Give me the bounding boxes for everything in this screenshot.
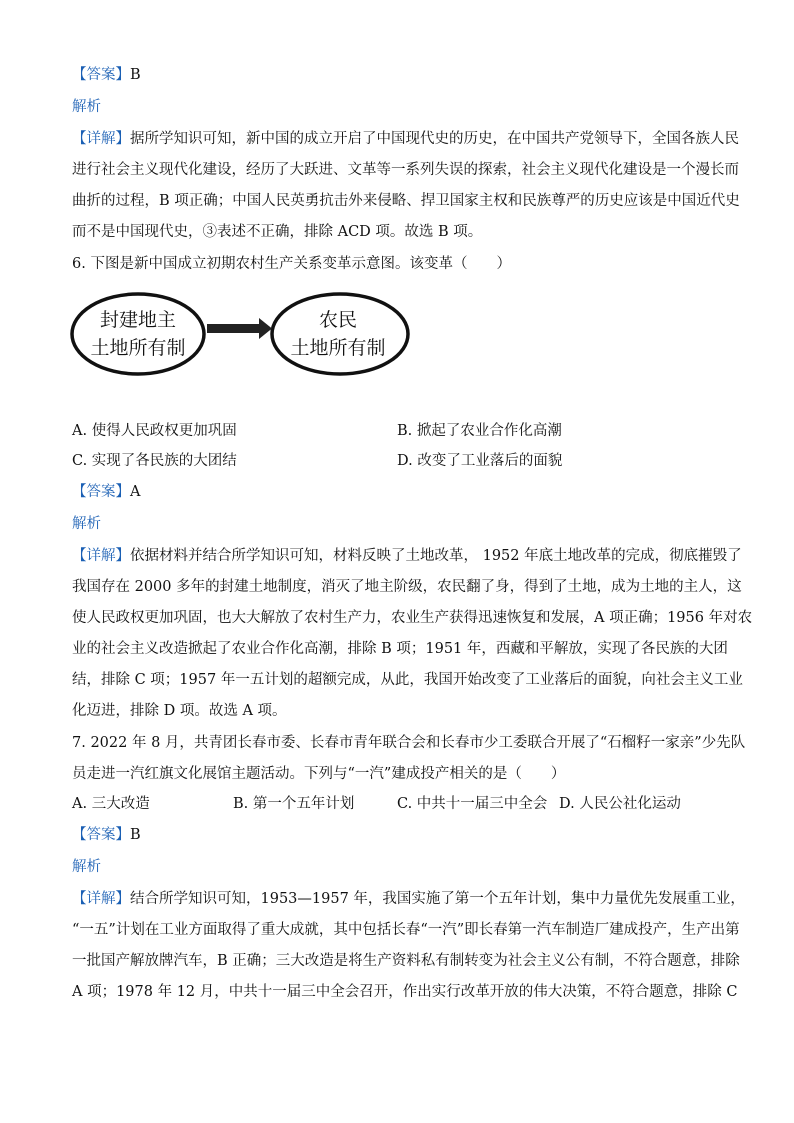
q7-detail-line-1 — [72, 889, 745, 909]
q5-detail-line-2: 进行社会主义现代化建设，经历了大跃进、文革等一系列失误的探索，社会主义现代化建设是一个漫长而 — [72, 162, 739, 178]
detail-text: 依据材料并结合所学知识可知，材料反映了土地改革， 1952 年底土地改革的完成，彻底摧毁了 — [130, 548, 742, 564]
answer-value: B — [130, 827, 141, 843]
q5-answer — [72, 65, 732, 85]
arrow-shaft — [207, 324, 260, 333]
q7-stem-line-1: 7. 2022 年 8 月，共青团长春市委、长春市青年联合会和长春市少工委联合开展了“石榴籽一家亲”少先队 — [72, 735, 746, 751]
analysis-label: 解析 — [72, 99, 101, 115]
detail-text: 结合所学知识可知，1953—1957 年，我国实施了第一个五年计划，集中力量优先发展重工业， — [130, 891, 745, 907]
q6-answer — [72, 482, 732, 502]
q6-detail-line-2: 我国存在 2000 多年的封建土地制度，消灭了地主阶级，农民翻了身，得到了土地，成为土地的主人，这 — [72, 579, 742, 595]
q5-detail-line-3: 曲折的过程，B 项正确；中国人民英勇抗击外来侵略、捍卫国家主权和民族尊严的历史应该是中国近代史 — [72, 193, 740, 209]
left-ellipse — [72, 294, 204, 374]
detail-text: 据所学知识可知，新中国的成立开启了中国现代史的历史，在中国共产党领导下，全国各族人民 — [130, 131, 739, 147]
q6-diagram — [70, 290, 415, 380]
q7-analysis-heading — [72, 857, 732, 877]
q7-detail-line-4: A 项；1978 年 12 月，中共十一届三中全会召开，作出实行改革开放的伟大决策，不符合题意，排除 C — [72, 984, 738, 1000]
q6-option-d[interactable]: D. 改变了工业落后的面貌 — [397, 453, 563, 469]
q7-answer — [72, 825, 732, 845]
q7-option-d[interactable]: D. 人民公社化运动 — [559, 796, 681, 812]
q5-detail-line-1 — [72, 129, 739, 149]
q7-option-c[interactable]: C. 中共十一届三中全会 — [397, 796, 548, 812]
q7-detail-line-2: “一五”计划在工业方面取得了重大成就，其中包括长春“一汽”即长春第一汽车制造厂建成投产，生产出第 — [72, 922, 740, 938]
q6-detail-line-5: 结，排除 C 项；1957 年一五计划的超额完成，从此，我国开始改变了工业落后的面貌，向社会主义工业 — [72, 672, 743, 688]
answer-tag: 【答案】 — [72, 67, 130, 83]
q5-analysis-heading — [72, 97, 732, 117]
right-label-1: 农民 — [318, 309, 358, 331]
q5-detail-line-4: 而不是中国现代史，③表述不正确，排除 ACD 项。故选 B 项。 — [72, 224, 483, 240]
answer-value: A — [130, 484, 141, 500]
analysis-label: 解析 — [72, 859, 101, 875]
q6-detail-line-1 — [72, 546, 742, 566]
right-label-2: 土地所有制 — [290, 337, 386, 359]
answer-tag: 【答案】 — [72, 484, 130, 500]
answer-tag: 【答案】 — [72, 827, 130, 843]
analysis-label: 解析 — [72, 516, 101, 532]
q6-option-c[interactable]: C. 实现了各民族的大团结 — [72, 453, 237, 469]
q7-detail-line-3: 一批国产解放牌汽车，B 正确；三大改造是将生产资料私有制转变为社会主义公有制，不符合题意，排除 — [72, 953, 740, 969]
q7-stem-line-2: 员走进一汽红旗文化展馆主题活动。下列与“一汽”建成投产相关的是（ ） — [72, 766, 566, 782]
q7-option-a[interactable]: A. 三大改造 — [72, 796, 150, 812]
q6-option-a[interactable]: A. 使得人民政权更加巩固 — [72, 423, 237, 439]
left-label-2: 土地所有制 — [90, 337, 186, 359]
q6-stem: 6. 下图是新中国成立初期农村生产关系变革示意图。该变革（ ） — [72, 256, 511, 272]
q6-detail-line-6: 化迈进，排除 D 项。故选 A 项。 — [72, 703, 287, 719]
q6-detail-line-4: 业的社会主义改造掀起了农业合作化高潮，排除 B 项；1951 年，西藏和平解放，实现了各民族的大团 — [72, 641, 728, 657]
detail-tag: 【详解】 — [72, 891, 130, 907]
q6-analysis-heading — [72, 514, 732, 534]
q7-option-b[interactable]: B. 第一个五年计划 — [233, 796, 355, 812]
detail-tag: 【详解】 — [72, 548, 130, 564]
right-ellipse — [272, 294, 408, 374]
answer-value: B — [130, 67, 141, 83]
left-label-1: 封建地主 — [99, 309, 177, 331]
q6-detail-line-3: 使人民政权更加巩固，也大大解放了农村生产力，农业生产获得迅速恢复和发展，A 项正确；1956 年对农 — [72, 610, 753, 626]
detail-tag: 【详解】 — [72, 131, 130, 147]
q6-option-b[interactable]: B. 掀起了农业合作化高潮 — [397, 423, 562, 439]
arrow-head — [259, 318, 272, 339]
